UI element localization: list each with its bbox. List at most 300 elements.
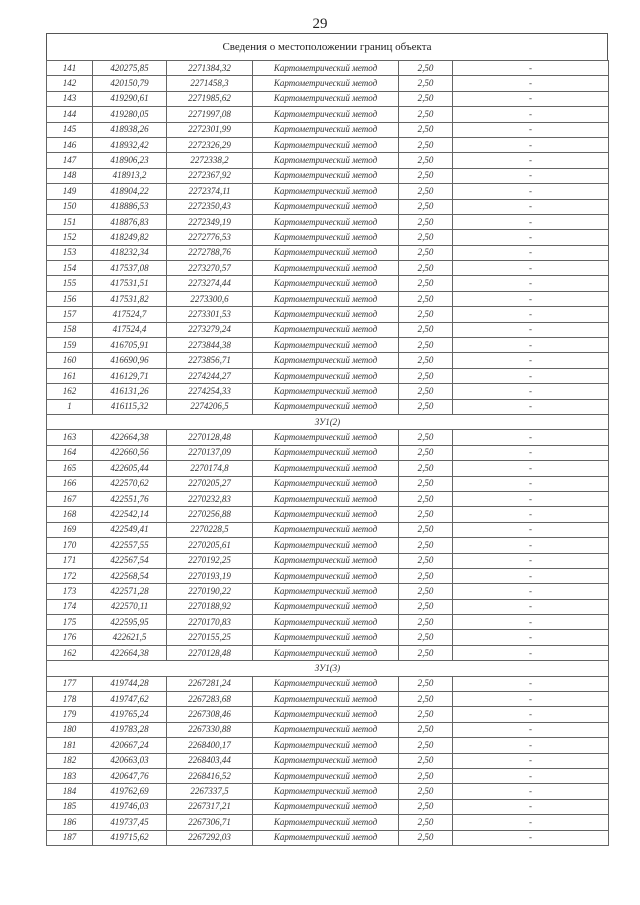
accuracy-cell: 2,50 (399, 753, 453, 768)
description-cell: - (453, 676, 609, 691)
point-number-cell: 176 (47, 630, 93, 645)
table-row (47, 815, 609, 830)
y-coordinate-cell: 2273270,57 (167, 261, 253, 276)
section-row (47, 414, 609, 429)
table-row (47, 276, 609, 291)
point-number-cell: 165 (47, 461, 93, 476)
method-cell: Картометрический метод (253, 692, 399, 707)
description-cell: - (453, 645, 609, 660)
point-number-cell: 170 (47, 538, 93, 553)
point-number-cell: 175 (47, 615, 93, 630)
description-cell: - (453, 615, 609, 630)
description-cell: - (453, 722, 609, 737)
point-number-cell: 147 (47, 153, 93, 168)
description-cell: - (453, 707, 609, 722)
y-coordinate-cell: 2272350,43 (167, 199, 253, 214)
x-coordinate-cell: 419747,62 (93, 692, 167, 707)
description-cell: - (453, 753, 609, 768)
x-coordinate-cell: 419744,28 (93, 676, 167, 691)
point-number-cell: 162 (47, 384, 93, 399)
description-cell: - (453, 184, 609, 199)
method-cell: Картометрический метод (253, 76, 399, 91)
y-coordinate-cell: 2267337,5 (167, 784, 253, 799)
y-coordinate-cell: 2268403,44 (167, 753, 253, 768)
accuracy-cell: 2,50 (399, 245, 453, 260)
accuracy-cell: 2,50 (399, 291, 453, 306)
accuracy-cell: 2,50 (399, 137, 453, 152)
accuracy-cell: 2,50 (399, 76, 453, 91)
method-cell: Картометрический метод (253, 784, 399, 799)
description-cell: - (453, 630, 609, 645)
x-coordinate-cell: 422557,55 (93, 538, 167, 553)
point-number-cell: 160 (47, 353, 93, 368)
description-cell: - (453, 815, 609, 830)
table-row (47, 584, 609, 599)
x-coordinate-cell: 416115,32 (93, 399, 167, 414)
point-number-cell: 166 (47, 476, 93, 491)
description-cell: - (453, 276, 609, 291)
method-cell: Картометрический метод (253, 507, 399, 522)
point-number-cell: 150 (47, 199, 93, 214)
point-number-cell: 164 (47, 445, 93, 460)
accuracy-cell: 2,50 (399, 507, 453, 522)
x-coordinate-cell: 418913,2 (93, 168, 167, 183)
description-cell: - (453, 768, 609, 783)
y-coordinate-cell: 2274244,27 (167, 368, 253, 383)
y-coordinate-cell: 2267308,46 (167, 707, 253, 722)
accuracy-cell: 2,50 (399, 707, 453, 722)
method-cell: Картометрический метод (253, 738, 399, 753)
y-coordinate-cell: 2267317,21 (167, 799, 253, 814)
accuracy-cell: 2,50 (399, 214, 453, 229)
x-coordinate-cell: 419765,24 (93, 707, 167, 722)
x-coordinate-cell: 419746,03 (93, 799, 167, 814)
table-row (47, 153, 609, 168)
description-cell: - (453, 399, 609, 414)
accuracy-cell: 2,50 (399, 122, 453, 137)
table-row (47, 615, 609, 630)
y-coordinate-cell: 2271985,62 (167, 91, 253, 106)
x-coordinate-cell: 422660,56 (93, 445, 167, 460)
method-cell: Картометрический метод (253, 445, 399, 460)
description-cell: - (453, 214, 609, 229)
description-cell: - (453, 322, 609, 337)
method-cell: Картометрический метод (253, 276, 399, 291)
method-cell: Картометрический метод (253, 61, 399, 76)
x-coordinate-cell: 417531,51 (93, 276, 167, 291)
table-row (47, 430, 609, 445)
description-cell: - (453, 599, 609, 614)
accuracy-cell: 2,50 (399, 61, 453, 76)
description-cell: - (453, 353, 609, 368)
point-number-cell: 159 (47, 338, 93, 353)
method-cell: Картометрический метод (253, 553, 399, 568)
y-coordinate-cell: 2270190,22 (167, 584, 253, 599)
accuracy-cell: 2,50 (399, 199, 453, 214)
x-coordinate-cell: 422570,11 (93, 599, 167, 614)
accuracy-cell: 2,50 (399, 553, 453, 568)
y-coordinate-cell: 2272374,11 (167, 184, 253, 199)
method-cell: Картометрический метод (253, 214, 399, 229)
method-cell: Картометрический метод (253, 568, 399, 583)
table-row (47, 491, 609, 506)
point-number-cell: 187 (47, 830, 93, 845)
y-coordinate-cell: 2270228,5 (167, 522, 253, 537)
y-coordinate-cell: 2270232,83 (167, 491, 253, 506)
x-coordinate-cell: 420663,03 (93, 753, 167, 768)
method-cell: Картометрический метод (253, 168, 399, 183)
accuracy-cell: 2,50 (399, 91, 453, 106)
method-cell: Картометрический метод (253, 91, 399, 106)
x-coordinate-cell: 418932,42 (93, 137, 167, 152)
x-coordinate-cell: 419737,45 (93, 815, 167, 830)
point-number-cell: 168 (47, 507, 93, 522)
accuracy-cell: 2,50 (399, 338, 453, 353)
table-row (47, 76, 609, 91)
method-cell: Картометрический метод (253, 230, 399, 245)
x-coordinate-cell: 422664,38 (93, 430, 167, 445)
method-cell: Картометрический метод (253, 322, 399, 337)
y-coordinate-cell: 2272326,29 (167, 137, 253, 152)
description-cell: - (453, 445, 609, 460)
method-cell: Картометрический метод (253, 461, 399, 476)
accuracy-cell: 2,50 (399, 676, 453, 691)
x-coordinate-cell: 418232,34 (93, 245, 167, 260)
accuracy-cell: 2,50 (399, 476, 453, 491)
description-cell: - (453, 692, 609, 707)
point-number-cell: 155 (47, 276, 93, 291)
y-coordinate-cell: 2271997,08 (167, 107, 253, 122)
table-title: Сведения о местоположении границ объекта (46, 33, 608, 60)
y-coordinate-cell: 2272367,92 (167, 168, 253, 183)
method-cell: Картометрический метод (253, 291, 399, 306)
description-cell: - (453, 476, 609, 491)
table-row (47, 184, 609, 199)
method-cell: Картометрический метод (253, 753, 399, 768)
point-number-cell: 184 (47, 784, 93, 799)
y-coordinate-cell: 2272349,19 (167, 214, 253, 229)
point-number-cell: 163 (47, 430, 93, 445)
table-row (47, 676, 609, 691)
accuracy-cell: 2,50 (399, 599, 453, 614)
accuracy-cell: 2,50 (399, 276, 453, 291)
point-number-cell: 171 (47, 553, 93, 568)
description-cell: - (453, 461, 609, 476)
description-cell: - (453, 568, 609, 583)
table-row (47, 599, 609, 614)
accuracy-cell: 2,50 (399, 184, 453, 199)
method-cell: Картометрический метод (253, 599, 399, 614)
page-number: 29 (312, 16, 328, 32)
description-cell: - (453, 491, 609, 506)
accuracy-cell: 2,50 (399, 815, 453, 830)
description-cell: - (453, 522, 609, 537)
y-coordinate-cell: 2270205,27 (167, 476, 253, 491)
table-row (47, 768, 609, 783)
coordinates-table-body (47, 61, 609, 846)
table-row (47, 137, 609, 152)
accuracy-cell: 2,50 (399, 738, 453, 753)
y-coordinate-cell: 2271458,3 (167, 76, 253, 91)
y-coordinate-cell: 2273301,53 (167, 307, 253, 322)
accuracy-cell: 2,50 (399, 584, 453, 599)
y-coordinate-cell: 2271384,32 (167, 61, 253, 76)
table-row (47, 322, 609, 337)
y-coordinate-cell: 2273856,71 (167, 353, 253, 368)
accuracy-cell: 2,50 (399, 399, 453, 414)
method-cell: Картометрический метод (253, 768, 399, 783)
y-coordinate-cell: 2273300,6 (167, 291, 253, 306)
description-cell: - (453, 168, 609, 183)
description-cell: - (453, 153, 609, 168)
table-row (47, 214, 609, 229)
y-coordinate-cell: 2274254,33 (167, 384, 253, 399)
y-coordinate-cell: 2270128,48 (167, 645, 253, 660)
x-coordinate-cell: 422567,54 (93, 553, 167, 568)
table-row (47, 399, 609, 414)
table-row (47, 799, 609, 814)
point-number-cell: 162 (47, 645, 93, 660)
x-coordinate-cell: 417537,08 (93, 261, 167, 276)
table-row (47, 476, 609, 491)
description-cell: - (453, 61, 609, 76)
section-label: ЗУ1(3) (47, 661, 609, 676)
accuracy-cell: 2,50 (399, 153, 453, 168)
point-number-cell: 179 (47, 707, 93, 722)
point-number-cell: 153 (47, 245, 93, 260)
table-row (47, 753, 609, 768)
point-number-cell: 142 (47, 76, 93, 91)
method-cell: Картометрический метод (253, 491, 399, 506)
y-coordinate-cell: 2267283,68 (167, 692, 253, 707)
point-number-cell: 154 (47, 261, 93, 276)
point-number-cell: 173 (47, 584, 93, 599)
point-number-cell: 1 (47, 399, 93, 414)
x-coordinate-cell: 416131,26 (93, 384, 167, 399)
x-coordinate-cell: 418249,82 (93, 230, 167, 245)
y-coordinate-cell: 2270193,19 (167, 568, 253, 583)
accuracy-cell: 2,50 (399, 384, 453, 399)
method-cell: Картометрический метод (253, 830, 399, 845)
x-coordinate-cell: 420647,76 (93, 768, 167, 783)
method-cell: Картометрический метод (253, 368, 399, 383)
y-coordinate-cell: 2267281,24 (167, 676, 253, 691)
point-number-cell: 158 (47, 322, 93, 337)
accuracy-cell: 2,50 (399, 692, 453, 707)
y-coordinate-cell: 2270128,48 (167, 430, 253, 445)
description-cell: - (453, 291, 609, 306)
description-cell: - (453, 91, 609, 106)
accuracy-cell: 2,50 (399, 261, 453, 276)
accuracy-cell: 2,50 (399, 307, 453, 322)
x-coordinate-cell: 422542,14 (93, 507, 167, 522)
point-number-cell: 178 (47, 692, 93, 707)
method-cell: Картометрический метод (253, 584, 399, 599)
y-coordinate-cell: 2272338,2 (167, 153, 253, 168)
accuracy-cell: 2,50 (399, 799, 453, 814)
x-coordinate-cell: 418904,22 (93, 184, 167, 199)
table-row (47, 507, 609, 522)
y-coordinate-cell: 2270137,09 (167, 445, 253, 460)
x-coordinate-cell: 418938,26 (93, 122, 167, 137)
y-coordinate-cell: 2267330,88 (167, 722, 253, 737)
point-number-cell: 183 (47, 768, 93, 783)
description-cell: - (453, 230, 609, 245)
point-number-cell: 157 (47, 307, 93, 322)
accuracy-cell: 2,50 (399, 230, 453, 245)
y-coordinate-cell: 2270170,83 (167, 615, 253, 630)
table-row (47, 230, 609, 245)
x-coordinate-cell: 422605,44 (93, 461, 167, 476)
description-cell: - (453, 107, 609, 122)
table-row (47, 61, 609, 76)
description-cell: - (453, 430, 609, 445)
description-cell: - (453, 338, 609, 353)
x-coordinate-cell: 420275,85 (93, 61, 167, 76)
table-row (47, 707, 609, 722)
y-coordinate-cell: 2272788,76 (167, 245, 253, 260)
method-cell: Картометрический метод (253, 153, 399, 168)
x-coordinate-cell: 418906,23 (93, 153, 167, 168)
y-coordinate-cell: 2267306,71 (167, 815, 253, 830)
table-row (47, 261, 609, 276)
table-row (47, 538, 609, 553)
accuracy-cell: 2,50 (399, 461, 453, 476)
method-cell: Картометрический метод (253, 107, 399, 122)
x-coordinate-cell: 419783,28 (93, 722, 167, 737)
x-coordinate-cell: 418886,53 (93, 199, 167, 214)
y-coordinate-cell: 2270174,8 (167, 461, 253, 476)
point-number-cell: 144 (47, 107, 93, 122)
method-cell: Картометрический метод (253, 615, 399, 630)
x-coordinate-cell: 422570,62 (93, 476, 167, 491)
method-cell: Картометрический метод (253, 384, 399, 399)
point-number-cell: 182 (47, 753, 93, 768)
x-coordinate-cell: 422621,5 (93, 630, 167, 645)
accuracy-cell: 2,50 (399, 322, 453, 337)
method-cell: Картометрический метод (253, 353, 399, 368)
point-number-cell: 145 (47, 122, 93, 137)
description-cell: - (453, 784, 609, 799)
point-number-cell: 146 (47, 137, 93, 152)
accuracy-cell: 2,50 (399, 430, 453, 445)
table-row (47, 738, 609, 753)
point-number-cell: 141 (47, 61, 93, 76)
x-coordinate-cell: 419715,62 (93, 830, 167, 845)
x-coordinate-cell: 420667,24 (93, 738, 167, 753)
x-coordinate-cell: 422568,54 (93, 568, 167, 583)
description-cell: - (453, 384, 609, 399)
y-coordinate-cell: 2270155,25 (167, 630, 253, 645)
description-cell: - (453, 830, 609, 845)
x-coordinate-cell: 422549,41 (93, 522, 167, 537)
table-row (47, 630, 609, 645)
description-cell: - (453, 584, 609, 599)
accuracy-cell: 2,50 (399, 568, 453, 583)
coordinates-table (46, 60, 609, 846)
accuracy-cell: 2,50 (399, 768, 453, 783)
point-number-cell: 143 (47, 91, 93, 106)
table-row (47, 107, 609, 122)
point-number-cell: 186 (47, 815, 93, 830)
description-cell: - (453, 261, 609, 276)
point-number-cell: 172 (47, 568, 93, 583)
table-row (47, 445, 609, 460)
x-coordinate-cell: 418876,83 (93, 214, 167, 229)
point-number-cell: 174 (47, 599, 93, 614)
x-coordinate-cell: 417524,7 (93, 307, 167, 322)
accuracy-cell: 2,50 (399, 615, 453, 630)
method-cell: Картометрический метод (253, 307, 399, 322)
section-label: ЗУ1(2) (47, 414, 609, 429)
method-cell: Картометрический метод (253, 137, 399, 152)
y-coordinate-cell: 2268416,52 (167, 768, 253, 783)
description-cell: - (453, 553, 609, 568)
method-cell: Картометрический метод (253, 676, 399, 691)
method-cell: Картометрический метод (253, 122, 399, 137)
accuracy-cell: 2,50 (399, 353, 453, 368)
accuracy-cell: 2,50 (399, 522, 453, 537)
method-cell: Картометрический метод (253, 799, 399, 814)
table-row (47, 830, 609, 845)
y-coordinate-cell: 2273279,24 (167, 322, 253, 337)
point-number-cell: 151 (47, 214, 93, 229)
description-cell: - (453, 122, 609, 137)
table-row (47, 122, 609, 137)
method-cell: Картометрический метод (253, 538, 399, 553)
x-coordinate-cell: 422595,95 (93, 615, 167, 630)
description-cell: - (453, 245, 609, 260)
point-number-cell: 169 (47, 522, 93, 537)
point-number-cell: 167 (47, 491, 93, 506)
description-cell: - (453, 137, 609, 152)
x-coordinate-cell: 422571,28 (93, 584, 167, 599)
method-cell: Картометрический метод (253, 245, 399, 260)
table-row (47, 199, 609, 214)
x-coordinate-cell: 422664,38 (93, 645, 167, 660)
table-row (47, 384, 609, 399)
method-cell: Картометрический метод (253, 199, 399, 214)
method-cell: Картометрический метод (253, 430, 399, 445)
y-coordinate-cell: 2274206,5 (167, 399, 253, 414)
method-cell: Картометрический метод (253, 184, 399, 199)
method-cell: Картометрический метод (253, 261, 399, 276)
point-number-cell: 148 (47, 168, 93, 183)
method-cell: Картометрический метод (253, 522, 399, 537)
table-row (47, 291, 609, 306)
method-cell: Картометрический метод (253, 399, 399, 414)
accuracy-cell: 2,50 (399, 368, 453, 383)
point-number-cell: 185 (47, 799, 93, 814)
description-cell: - (453, 738, 609, 753)
y-coordinate-cell: 2273844,38 (167, 338, 253, 353)
point-number-cell: 180 (47, 722, 93, 737)
y-coordinate-cell: 2268400,17 (167, 738, 253, 753)
table-row (47, 307, 609, 322)
accuracy-cell: 2,50 (399, 722, 453, 737)
x-coordinate-cell: 416705,91 (93, 338, 167, 353)
section-row (47, 661, 609, 676)
method-cell: Картометрический метод (253, 645, 399, 660)
y-coordinate-cell: 2270188,92 (167, 599, 253, 614)
method-cell: Картометрический метод (253, 815, 399, 830)
y-coordinate-cell: 2270205,61 (167, 538, 253, 553)
method-cell: Картометрический метод (253, 338, 399, 353)
accuracy-cell: 2,50 (399, 784, 453, 799)
accuracy-cell: 2,50 (399, 491, 453, 506)
table-row (47, 353, 609, 368)
point-number-cell: 149 (47, 184, 93, 199)
